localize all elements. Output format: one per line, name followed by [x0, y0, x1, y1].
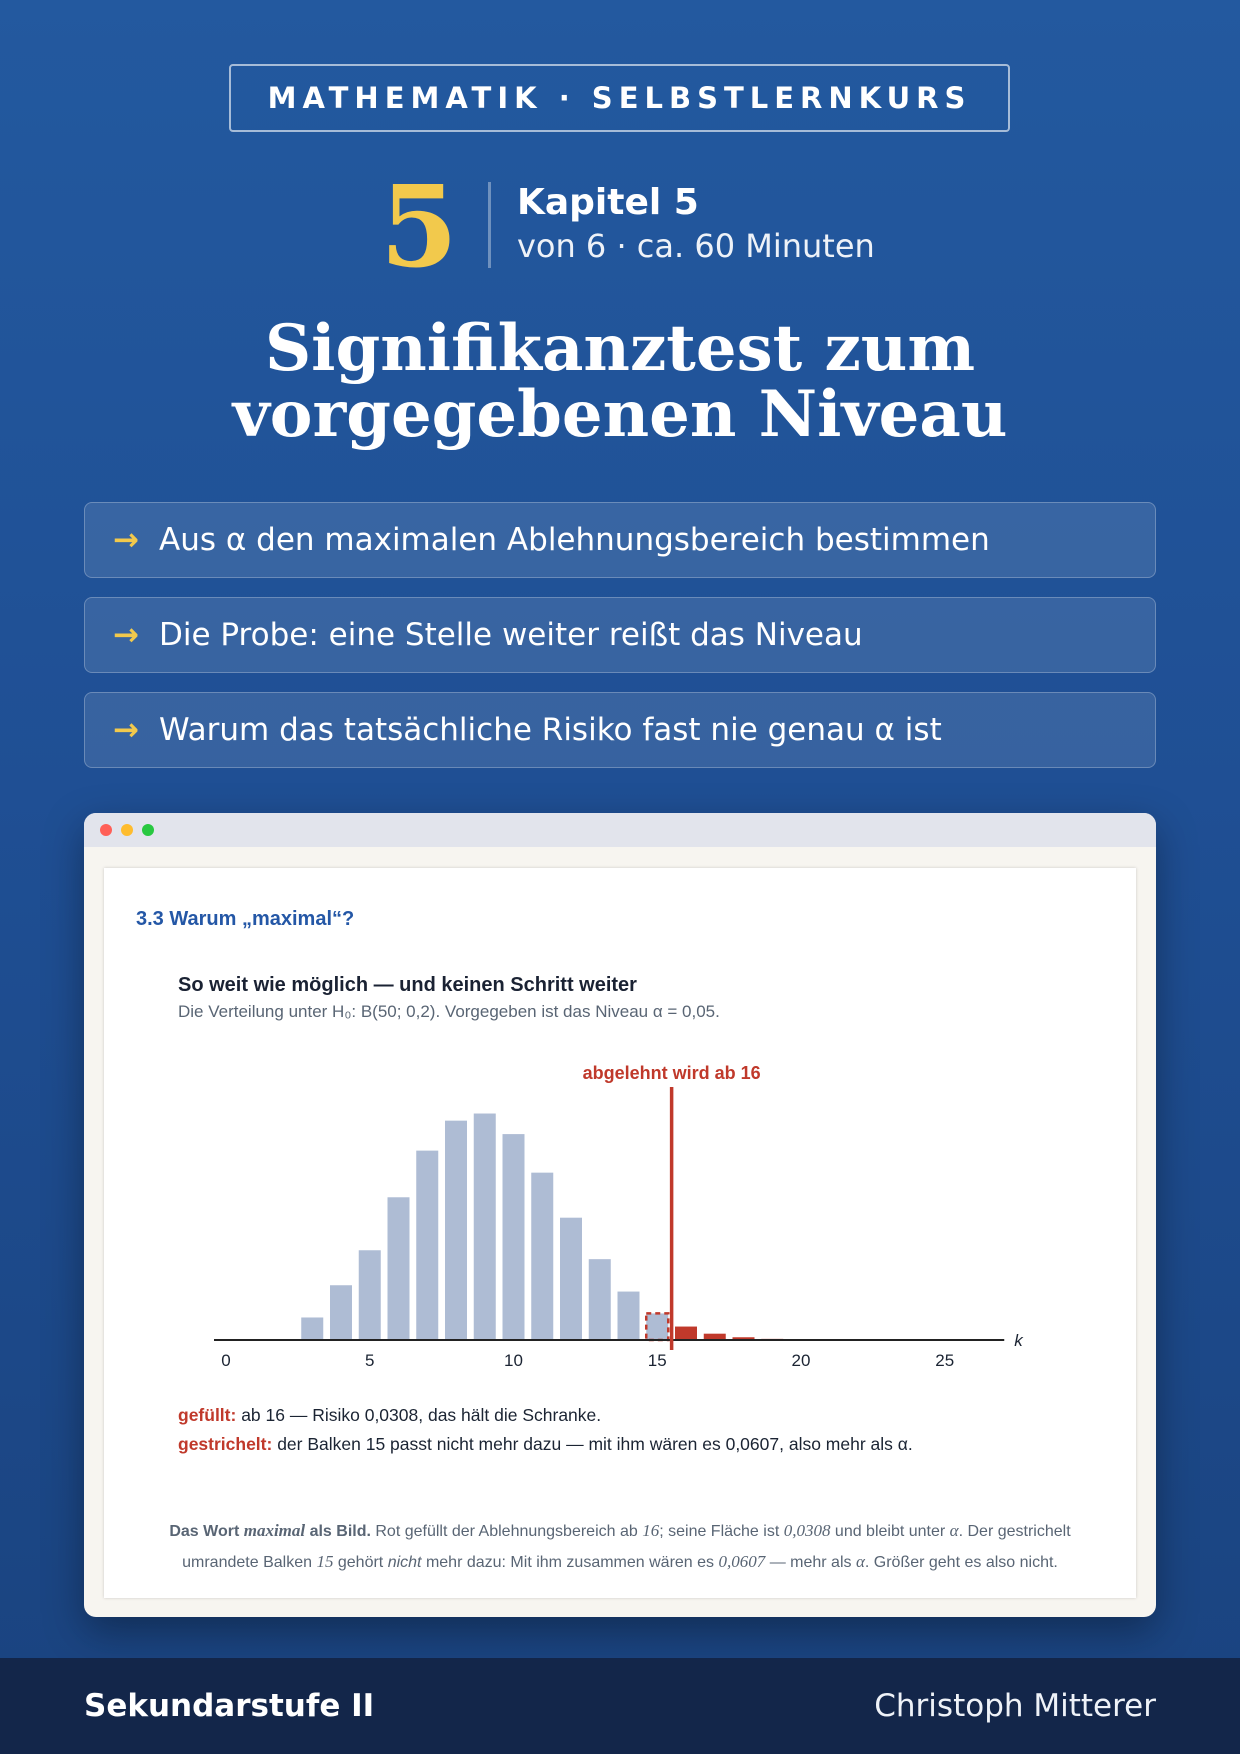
section-heading: 3.3 Warum „maximal“?	[136, 908, 355, 930]
chart-legend	[178, 1401, 913, 1459]
maximize-dot-icon	[142, 824, 154, 836]
distribution-bar	[503, 1134, 525, 1340]
legend-filled-text: ab 16 — Risiko 0,0308, das hält die Schranke.	[236, 1405, 602, 1425]
chapter-divider	[488, 182, 491, 268]
distribution-bar	[531, 1173, 553, 1340]
arrow-right-icon: →	[113, 617, 139, 653]
legend-dashed-text: der Balken 15 passt nicht mehr dazu — mit ihm wären es 0,0607, also mehr als α.	[272, 1434, 913, 1454]
footer-level: Sekundarstufe II	[84, 1688, 375, 1724]
rejection-marker-label: abgelehnt wird ab 16	[582, 1063, 761, 1083]
figure-caption: Das Wort maximal als Bild. Rot gefüllt der Ablehnungsbereich ab 16; seine Fläche ist 0,0308 und bleibt unter α. Der gestrichelt umrandete Balken 15 gehört nicht mehr dazu: Mit ihm zusammen wären es 0,0607 — mehr als α. Größer geht es also nicht.	[169, 1521, 1071, 1571]
legend-dashed-label: gestrichelt:	[178, 1434, 273, 1454]
page-title-line-1: Signifikanztest zum	[264, 311, 976, 386]
learning-goal-text: Aus α den maximalen Ablehnungsbereich bestimmen	[159, 522, 990, 558]
distribution-bar	[330, 1285, 352, 1340]
x-tick-label: 25	[935, 1351, 955, 1370]
page-title-line-2: vorgegebenen Niveau	[232, 377, 1008, 452]
arrow-right-icon: →	[113, 712, 139, 748]
figure-subtitle: Die Verteilung unter H₀: B(50; 0,2). Vorgegeben ist das Niveau α = 0,05.	[178, 1002, 720, 1021]
rejection-bar	[675, 1327, 697, 1340]
distribution-bar	[388, 1197, 410, 1340]
x-tick-label: 0	[221, 1351, 231, 1370]
legend-filled-label: gefüllt:	[178, 1405, 237, 1425]
document-page	[104, 868, 1136, 1598]
learning-goal-text: Warum das tatsächliche Risiko fast nie genau α ist	[159, 712, 942, 748]
distribution-bar	[646, 1313, 668, 1340]
x-tick-label: 10	[504, 1351, 523, 1370]
distribution-bar	[301, 1317, 323, 1340]
x-axis-label: k	[1014, 1331, 1023, 1350]
arrow-right-icon: →	[113, 522, 139, 558]
figure-title: So weit wie möglich — und keinen Schritt weiter	[178, 974, 637, 996]
learning-goal-item	[84, 692, 1156, 768]
distribution-bar	[474, 1114, 496, 1340]
distribution-bar	[416, 1151, 438, 1340]
distribution-bar	[445, 1121, 467, 1340]
legend-filled	[178, 1401, 913, 1430]
window-titlebar	[84, 813, 1156, 847]
x-tick-label: 15	[647, 1351, 667, 1370]
chapter-meta: von 6 · ca. 60 Minuten	[516, 227, 875, 265]
legend-dashed	[178, 1430, 913, 1459]
chapter-number: 5	[380, 162, 458, 293]
learning-goal-text: Die Probe: eine Stelle weiter reißt das Niveau	[159, 617, 863, 653]
distribution-bar	[589, 1259, 611, 1340]
chapter-header	[380, 162, 875, 293]
chapter-title: Kapitel 5	[516, 182, 699, 223]
learning-goal-item	[84, 597, 1156, 673]
binomial-chart	[104, 1043, 1136, 1383]
minimize-dot-icon	[121, 824, 133, 836]
close-dot-icon	[100, 824, 112, 836]
page-title	[0, 311, 1240, 452]
x-tick-label: 20	[791, 1351, 811, 1370]
footer	[0, 1658, 1240, 1754]
preview-window	[84, 813, 1156, 1617]
distribution-bar	[560, 1218, 582, 1340]
x-tick-label: 5	[365, 1351, 375, 1370]
distribution-bar	[618, 1292, 640, 1340]
course-tagline: MATHEMATIK · SELBSTLERNKURS	[229, 64, 1010, 132]
learning-goal-item	[84, 502, 1156, 578]
learning-goals	[84, 502, 1156, 787]
caption-lead: Das Wort maximal als Bild.	[169, 1521, 371, 1540]
distribution-bar	[359, 1250, 381, 1340]
footer-author: Christoph Mitterer	[874, 1688, 1156, 1724]
